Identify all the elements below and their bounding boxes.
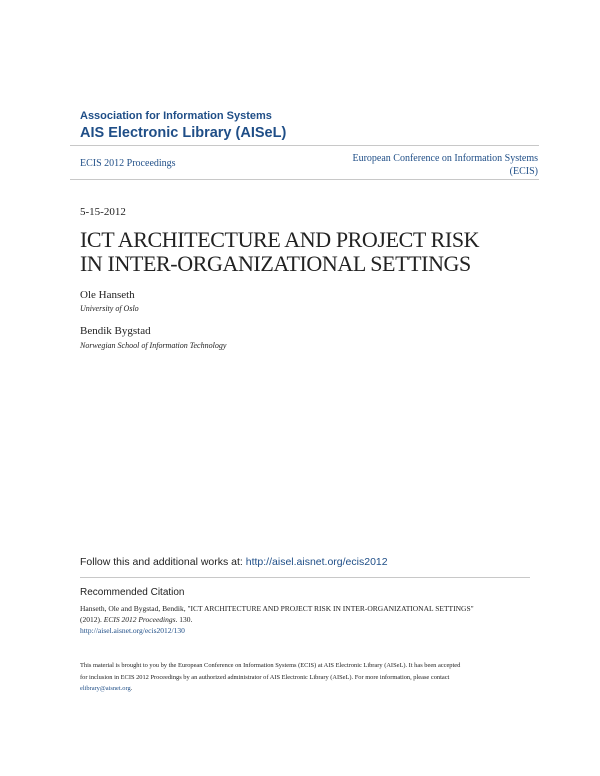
- conference-link[interactable]: [318, 152, 538, 178]
- divider-top: [70, 145, 539, 146]
- repository-notice: [80, 660, 530, 695]
- publication-date: 5-15-2012: [80, 206, 126, 218]
- notice-line1: This material is brought to you by the European Conference on Information Systems (ECIS) at AIS Electronic Library (AISeL). It has been accepted: [80, 662, 461, 669]
- follow-text: Follow this and additional works at:: [80, 556, 246, 568]
- collection-link[interactable]: http://aisel.aisnet.org/ecis2012: [245, 556, 388, 568]
- citation-url[interactable]: http://aisel.aisnet.org/ecis2012/130: [80, 626, 185, 635]
- citation-number: . 130.: [175, 615, 193, 624]
- follow-line: [80, 556, 388, 568]
- notice-email-suffix: .: [130, 685, 133, 692]
- citation-line2: [80, 614, 530, 625]
- citation-line1: Hanseth, Ole and Bygstad, Bendik, "ICT ARCHITECTURE AND PROJECT RISK IN INTER-ORGANIZATIONAL SETTINGS": [80, 604, 474, 613]
- repository-header: [80, 110, 480, 142]
- conference-link-line2: (ECIS): [509, 166, 538, 177]
- author-affiliation: Norwegian School of Information Technology: [80, 341, 227, 350]
- proceedings-link[interactable]: ECIS 2012 Proceedings: [80, 158, 176, 169]
- citation-heading: Recommended Citation: [80, 587, 185, 598]
- author-name: Ole Hanseth: [80, 289, 135, 301]
- citation-proceedings: ECIS 2012 Proceedings: [103, 615, 176, 624]
- notice-line3: [80, 683, 530, 695]
- author-affiliation: University of Oslo: [80, 304, 139, 313]
- divider-bottom: [80, 577, 530, 578]
- org-name[interactable]: Association for Information Systems: [80, 110, 272, 122]
- citation-text: [80, 603, 530, 636]
- divider-middle: [70, 179, 539, 180]
- citation-year: (2012).: [80, 615, 104, 624]
- notice-line2: for inclusion in ECIS 2012 Proceedings by an authorized administrator of AIS Electronic Library (AISeL). For more information, please contact: [80, 673, 450, 681]
- contact-email[interactable]: elibrary@aisnet.org: [80, 685, 131, 692]
- conference-link-line1: European Conference on Information Systems: [352, 153, 538, 164]
- author-name: Bendik Bygstad: [80, 325, 151, 337]
- paper-title-line2: IN INTER-ORGANIZATIONAL SETTINGS: [80, 251, 471, 276]
- paper-title: [80, 228, 520, 276]
- library-name[interactable]: AIS Electronic Library (AISeL): [80, 125, 287, 141]
- paper-title-line1: ICT ARCHITECTURE AND PROJECT RISK: [80, 227, 480, 252]
